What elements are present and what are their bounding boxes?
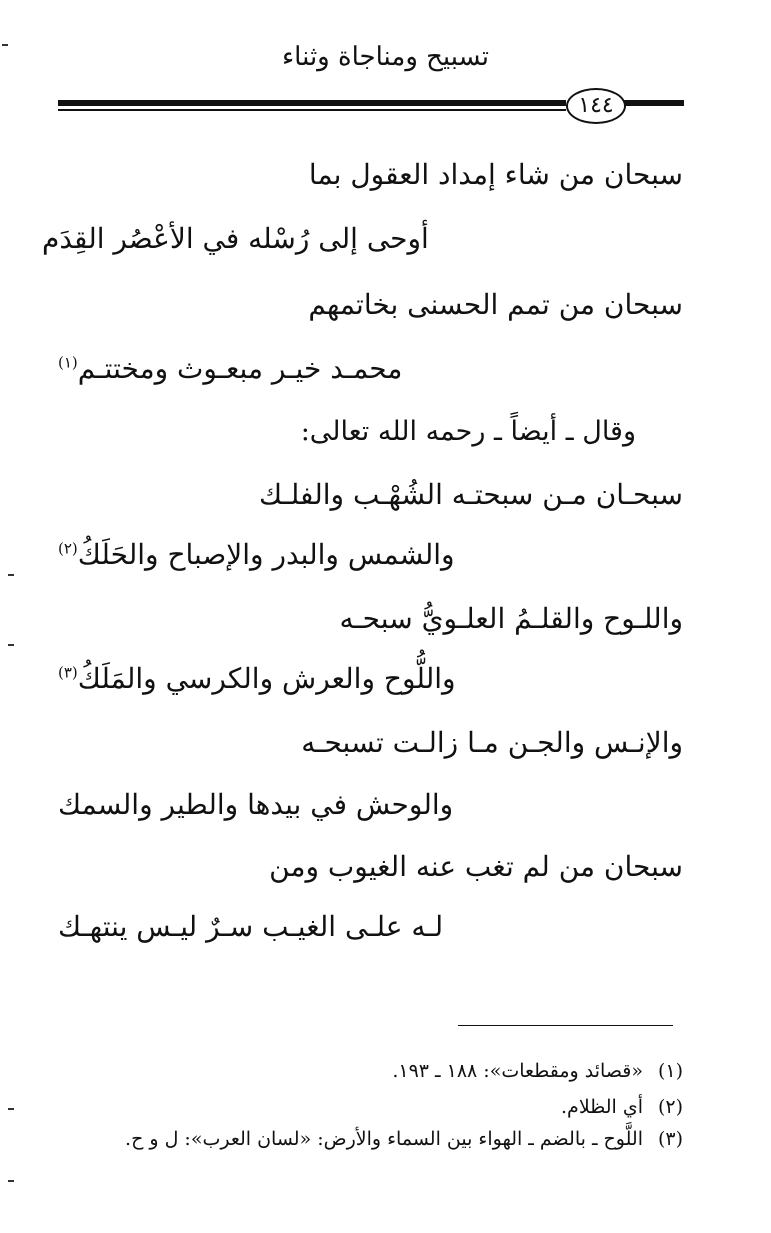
margin-mark xyxy=(8,644,14,646)
verse-5-second-hemistich xyxy=(58,788,683,821)
verse-5-first-hemistich: والإنـس والجـن مـا زالـت تسبحـه xyxy=(301,726,683,759)
margin-mark xyxy=(8,1108,14,1110)
footnote-reference: (١) xyxy=(58,353,78,372)
footnote-1 xyxy=(392,1060,683,1082)
intro-line: وقال ـ أيضاً ـ رحمه الله تعالى: xyxy=(300,416,636,447)
verse-1-second-hemistich xyxy=(42,222,683,255)
header-rule-thick-left xyxy=(58,100,566,106)
header-rule-thin-left xyxy=(58,109,566,111)
verse-4-second-hemistich xyxy=(58,662,683,695)
verse-text: محمـد خيـر مبعـوث ومختتـم xyxy=(77,352,403,385)
footnote-text: اللَّوح ـ بالضم ـ الهواء بين السماء والأرض: «لسان العرب»: ل و ح. xyxy=(125,1128,643,1150)
verse-2-first-hemistich: سبحان من تمم الحسنى بخاتمهم xyxy=(308,288,683,321)
verse-text: لـه علـى الغيـب سـرٌ ليـس ينتهـك xyxy=(58,910,444,943)
verse-3-second-hemistich xyxy=(58,538,683,571)
verse-1-first-hemistich: سبحان من شاء إمداد العقول بما xyxy=(308,158,683,191)
footnote-text: أي الظلام. xyxy=(561,1096,643,1118)
verse-3-first-hemistich: سبحـان مـن سبحتـه الشُهْـب والفلـك xyxy=(258,478,683,511)
footnote-text: «قصائد ومقطعات»: ١٨٨ ـ ١٩٣. xyxy=(392,1060,643,1082)
verse-text: والشمس والبدر والإصباح والحَلَكُ xyxy=(77,538,455,571)
verse-text: واللُّوح والعرش والكرسي والمَلَكُ xyxy=(77,662,456,695)
footnote-number: (٣) xyxy=(657,1128,683,1150)
verse-2-second-hemistich xyxy=(58,352,683,385)
footnote-reference: (٢) xyxy=(58,539,78,558)
margin-mark xyxy=(8,574,14,576)
margin-mark xyxy=(2,44,8,46)
footnote-3 xyxy=(125,1128,683,1150)
header-rule xyxy=(58,88,684,128)
verse-6-first-hemistich: سبحان من لم تغب عنه الغيوب ومن xyxy=(269,850,683,883)
footnote-reference: (٣) xyxy=(58,663,78,682)
verse-text: أوحى إلى رُسْله في الأعْصُر القِدَم xyxy=(42,222,429,255)
footnote-number: (١) xyxy=(657,1060,683,1082)
header-rule-thick-right xyxy=(624,100,684,106)
verse-text: والوحش في بيدها والطير والسمك xyxy=(58,788,454,821)
verse-4-first-hemistich: واللـوح والقلـمُ العلـويُّ سبحـه xyxy=(339,602,683,635)
footnote-number: (٢) xyxy=(657,1096,683,1118)
page-number: ١٤٤ xyxy=(566,88,626,124)
footnote-separator xyxy=(458,1025,673,1026)
footnote-2 xyxy=(561,1096,683,1118)
running-header-title: تسبيح ومناجاة وثناء xyxy=(281,42,490,72)
margin-mark xyxy=(8,1180,14,1182)
verse-6-second-hemistich xyxy=(58,910,683,943)
